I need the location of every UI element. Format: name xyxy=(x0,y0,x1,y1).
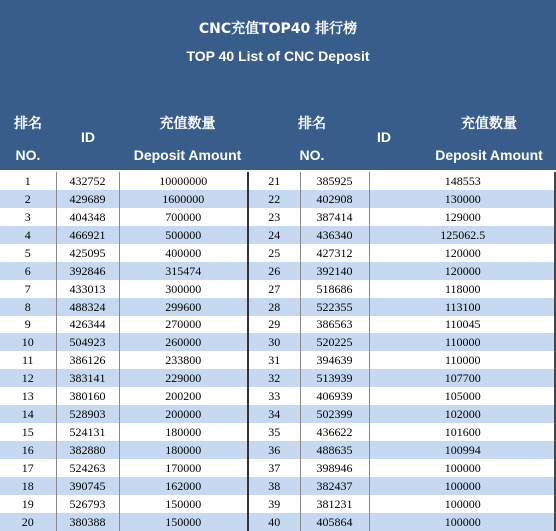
table-row xyxy=(0,190,556,208)
rank-cell-left: 1 xyxy=(0,172,56,190)
table-header xyxy=(0,105,556,170)
id-cell-right: 385925 xyxy=(300,172,369,190)
header-rank-en-left: NO. xyxy=(15,147,41,163)
id-cell-left: 426344 xyxy=(56,316,119,334)
rank-cell-right: 32 xyxy=(248,369,300,387)
id-cell-right: 382437 xyxy=(300,477,369,495)
amount-cell-right: 105000 xyxy=(369,387,556,405)
table-row xyxy=(0,244,556,262)
rank-cell-right: 21 xyxy=(248,172,300,190)
id-cell-left: 504923 xyxy=(56,333,119,351)
amount-cell-left: 500000 xyxy=(119,226,248,244)
id-cell-left: 425095 xyxy=(56,244,119,262)
id-cell-left: 386126 xyxy=(56,351,119,369)
amount-cell-right: 110045 xyxy=(369,316,556,334)
rank-cell-right: 24 xyxy=(248,226,300,244)
table-row xyxy=(0,316,556,334)
amount-cell-right: 110000 xyxy=(369,351,556,369)
rank-cell-left: 7 xyxy=(0,280,56,298)
amount-cell-right: 110000 xyxy=(369,333,556,351)
rank-cell-left: 8 xyxy=(0,298,56,316)
amount-cell-right: 148553 xyxy=(369,172,556,190)
amount-cell-left: 270000 xyxy=(119,316,248,334)
header-id-right: ID xyxy=(377,129,391,145)
table-row xyxy=(0,459,556,477)
amount-cell-left: 700000 xyxy=(119,208,248,226)
rank-cell-left: 18 xyxy=(0,477,56,495)
amount-cell-right: 100994 xyxy=(369,441,556,459)
header-id-left: ID xyxy=(81,129,95,145)
rank-cell-right: 27 xyxy=(248,280,300,298)
id-cell-left: 432752 xyxy=(56,172,119,190)
id-cell-right: 488635 xyxy=(300,441,369,459)
rank-cell-right: 35 xyxy=(248,423,300,441)
id-cell-right: 405864 xyxy=(300,513,369,531)
id-cell-left: 433013 xyxy=(56,280,119,298)
header-amount-en-left: Deposit Amount xyxy=(133,147,242,163)
amount-cell-left: 260000 xyxy=(119,333,248,351)
table-row xyxy=(0,513,556,531)
rank-cell-left: 9 xyxy=(0,316,56,334)
rank-cell-right: 22 xyxy=(248,190,300,208)
amount-cell-left: 400000 xyxy=(119,244,248,262)
header-rank-en-right: NO. xyxy=(299,147,325,163)
rank-cell-left: 17 xyxy=(0,459,56,477)
rank-cell-left: 3 xyxy=(0,208,56,226)
id-cell-right: 394639 xyxy=(300,351,369,369)
id-cell-right: 381231 xyxy=(300,495,369,513)
amount-cell-right: 100000 xyxy=(369,513,556,531)
rank-cell-right: 39 xyxy=(248,495,300,513)
amount-cell-right: 125062.5 xyxy=(369,226,556,244)
rank-cell-right: 37 xyxy=(248,459,300,477)
id-cell-right: 513939 xyxy=(300,369,369,387)
id-cell-right: 398946 xyxy=(300,459,369,477)
amount-cell-left: 233800 xyxy=(119,351,248,369)
id-cell-right: 406939 xyxy=(300,387,369,405)
amount-cell-left: 170000 xyxy=(119,459,248,477)
title-banner xyxy=(0,0,556,105)
amount-cell-left: 200200 xyxy=(119,387,248,405)
id-cell-left: 392846 xyxy=(56,262,119,280)
rank-cell-right: 33 xyxy=(248,387,300,405)
header-amount-zh-left: 充值数量 xyxy=(159,116,216,132)
title-chinese: CNC充值TOP40 排行榜 xyxy=(198,21,358,37)
header-amount-zh-right: 充值数量 xyxy=(461,116,517,132)
ranking-table-body xyxy=(0,172,556,531)
table-row xyxy=(0,280,556,298)
table-row xyxy=(0,387,556,405)
amount-cell-left: 229000 xyxy=(119,369,248,387)
rank-cell-left: 5 xyxy=(0,244,56,262)
rank-cell-left: 10 xyxy=(0,333,56,351)
table-row xyxy=(0,172,556,190)
rank-cell-left: 19 xyxy=(0,495,56,513)
rank-cell-left: 11 xyxy=(0,351,56,369)
ranking-table xyxy=(0,172,556,531)
rank-cell-left: 4 xyxy=(0,226,56,244)
amount-cell-left: 200000 xyxy=(119,405,248,423)
rank-cell-left: 20 xyxy=(0,513,56,531)
table-row xyxy=(0,405,556,423)
id-cell-left: 466921 xyxy=(56,226,119,244)
amount-cell-right: 100000 xyxy=(369,495,556,513)
table-row xyxy=(0,423,556,441)
amount-cell-right: 101600 xyxy=(369,423,556,441)
amount-cell-left: 180000 xyxy=(119,423,248,441)
rank-cell-right: 29 xyxy=(248,316,300,334)
id-cell-left: 488324 xyxy=(56,298,119,316)
table-row xyxy=(0,298,556,316)
id-cell-left: 382880 xyxy=(56,441,119,459)
table-row xyxy=(0,226,556,244)
amount-cell-right: 129000 xyxy=(369,208,556,226)
rank-cell-right: 40 xyxy=(248,513,300,531)
amount-cell-right: 107700 xyxy=(369,369,556,387)
amount-cell-left: 162000 xyxy=(119,477,248,495)
rank-cell-right: 23 xyxy=(248,208,300,226)
amount-cell-right: 120000 xyxy=(369,244,556,262)
id-cell-right: 427312 xyxy=(300,244,369,262)
amount-cell-left: 150000 xyxy=(119,513,248,531)
rank-cell-right: 30 xyxy=(248,333,300,351)
table-row xyxy=(0,333,556,351)
id-cell-right: 392140 xyxy=(300,262,369,280)
table-row xyxy=(0,208,556,226)
id-cell-left: 526793 xyxy=(56,495,119,513)
rank-cell-right: 28 xyxy=(248,298,300,316)
id-cell-right: 386563 xyxy=(300,316,369,334)
rank-cell-left: 12 xyxy=(0,369,56,387)
amount-cell-left: 180000 xyxy=(119,441,248,459)
header-rank-zh-left: 排名 xyxy=(14,116,42,132)
id-cell-left: 380388 xyxy=(56,513,119,531)
id-cell-right: 402908 xyxy=(300,190,369,208)
id-cell-left: 528903 xyxy=(56,405,119,423)
rank-cell-left: 16 xyxy=(0,441,56,459)
amount-cell-left: 1600000 xyxy=(119,190,248,208)
amount-cell-right: 100000 xyxy=(369,459,556,477)
rank-cell-left: 6 xyxy=(0,262,56,280)
rank-cell-right: 36 xyxy=(248,441,300,459)
rank-cell-right: 38 xyxy=(248,477,300,495)
header-rank-zh-right: 排名 xyxy=(298,116,326,132)
amount-cell-right: 130000 xyxy=(369,190,556,208)
id-cell-left: 524263 xyxy=(56,459,119,477)
id-cell-right: 502399 xyxy=(300,405,369,423)
amount-cell-right: 120000 xyxy=(369,262,556,280)
amount-cell-right: 113100 xyxy=(369,298,556,316)
id-cell-left: 383141 xyxy=(56,369,119,387)
table-row xyxy=(0,495,556,513)
table-row xyxy=(0,441,556,459)
table-row xyxy=(0,477,556,495)
id-cell-left: 524131 xyxy=(56,423,119,441)
amount-cell-left: 299600 xyxy=(119,298,248,316)
amount-cell-right: 118000 xyxy=(369,280,556,298)
rank-cell-left: 15 xyxy=(0,423,56,441)
rank-cell-right: 31 xyxy=(248,351,300,369)
id-cell-right: 436622 xyxy=(300,423,369,441)
id-cell-right: 518686 xyxy=(300,280,369,298)
rank-cell-left: 2 xyxy=(0,190,56,208)
id-cell-left: 380160 xyxy=(56,387,119,405)
id-cell-left: 390745 xyxy=(56,477,119,495)
amount-cell-right: 100000 xyxy=(369,477,556,495)
title-english: TOP 40 List of CNC Deposit xyxy=(186,48,370,64)
amount-cell-left: 150000 xyxy=(119,495,248,513)
rank-cell-right: 26 xyxy=(248,262,300,280)
amount-cell-left: 10000000 xyxy=(119,172,248,190)
id-cell-right: 522355 xyxy=(300,298,369,316)
rank-cell-right: 34 xyxy=(248,405,300,423)
header-amount-en-right: Deposit Amount xyxy=(435,147,543,163)
rank-cell-right: 25 xyxy=(248,244,300,262)
table-row xyxy=(0,351,556,369)
id-cell-left: 404348 xyxy=(56,208,119,226)
id-cell-left: 429689 xyxy=(56,190,119,208)
amount-cell-left: 315474 xyxy=(119,262,248,280)
amount-cell-left: 300000 xyxy=(119,280,248,298)
id-cell-right: 520225 xyxy=(300,333,369,351)
table-row xyxy=(0,262,556,280)
rank-cell-left: 14 xyxy=(0,405,56,423)
id-cell-right: 436340 xyxy=(300,226,369,244)
table-row xyxy=(0,369,556,387)
rank-cell-left: 13 xyxy=(0,387,56,405)
id-cell-right: 387414 xyxy=(300,208,369,226)
amount-cell-right: 102000 xyxy=(369,405,556,423)
